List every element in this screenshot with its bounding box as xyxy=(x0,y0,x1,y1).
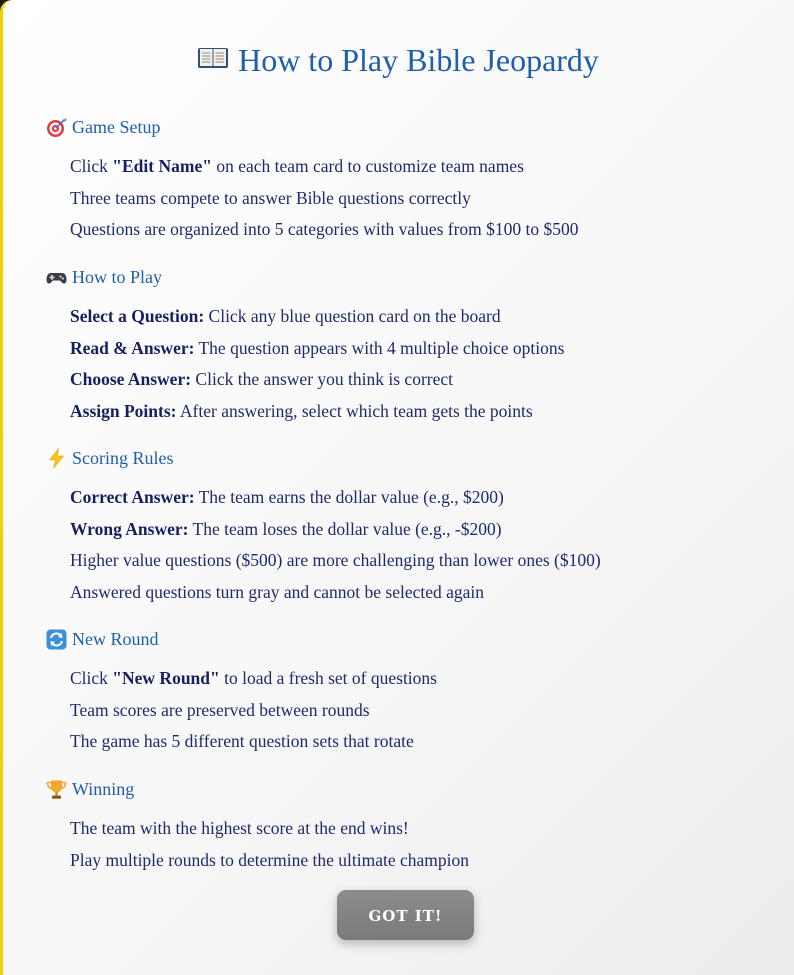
section-heading xyxy=(46,447,601,469)
modal-title-text: How to Play Bible Jeopardy xyxy=(238,42,599,78)
section-title: Scoring Rules xyxy=(72,447,174,468)
section-title: Game Setup xyxy=(72,116,161,137)
section-heading xyxy=(46,628,437,650)
list-item: Select a Question: Click any blue question card on the board xyxy=(70,306,501,326)
dart-target-icon xyxy=(46,117,67,138)
list-item: Click "Edit Name" on each team card to customize team names xyxy=(70,156,524,176)
list-item: The team with the highest score at the end wins! xyxy=(70,818,409,838)
list-item: Correct Answer: The team earns the dollar value (e.g., $200) xyxy=(70,487,504,507)
section-title: How to Play xyxy=(72,266,162,287)
section-title: New Round xyxy=(72,628,159,649)
list-item: Choose Answer: Click the answer you think is correct xyxy=(70,369,453,389)
section-winning xyxy=(46,778,469,881)
section-game-setup xyxy=(46,116,579,251)
section-heading xyxy=(46,778,469,800)
section-how-to-play xyxy=(46,266,564,432)
section-new-round xyxy=(46,628,437,763)
list-item: The game has 5 different question sets that rotate xyxy=(70,731,414,751)
refresh-icon xyxy=(46,629,67,650)
list-item: Assign Points: After answering, select which team gets the points xyxy=(70,400,533,421)
trophy-icon xyxy=(46,779,67,800)
list-item: Click "New Round" to load a fresh set of questions xyxy=(70,668,437,688)
lightning-icon xyxy=(46,448,67,469)
modal-title xyxy=(3,40,794,79)
list-item: Wrong Answer: The team loses the dollar value (e.g., -$200) xyxy=(70,518,502,539)
list-item: Questions are organized into 5 categories with values from $100 to $500 xyxy=(70,219,579,239)
section-heading xyxy=(46,116,579,138)
open-book-icon xyxy=(198,40,228,62)
got-it-button[interactable]: GOT IT! xyxy=(337,890,474,940)
game-controller-icon xyxy=(46,267,67,288)
section-title: Winning xyxy=(72,778,135,799)
list-item: Read & Answer: The question appears with 4 multiple choice options xyxy=(70,337,565,358)
list-item: Three teams compete to answer Bible questions correctly xyxy=(70,187,471,208)
list-item: Play multiple rounds to determine the ultimate champion xyxy=(70,849,470,870)
list-item: Higher value questions ($500) are more challenging than lower ones ($100) xyxy=(70,550,601,570)
list-item: Answered questions turn gray and cannot be selected again xyxy=(70,581,485,602)
list-item: Team scores are preserved between rounds xyxy=(70,699,370,720)
section-scoring-rules xyxy=(46,447,601,613)
section-heading xyxy=(46,266,564,288)
